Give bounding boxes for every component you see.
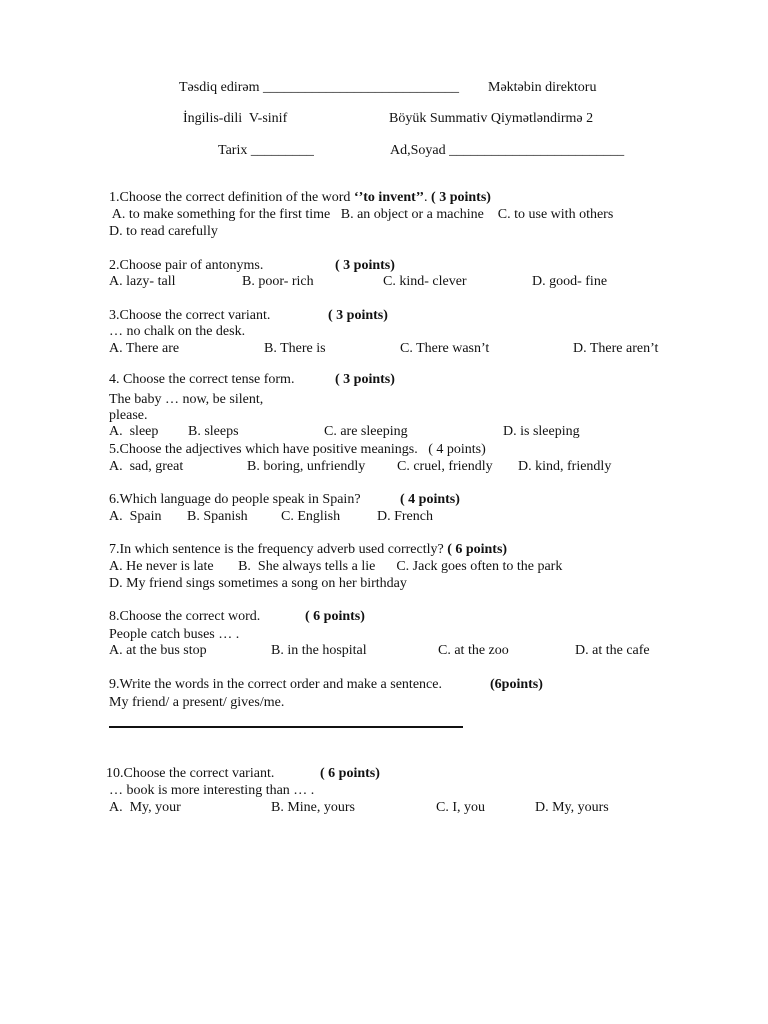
question-4-points: ( 3 points) bbox=[335, 372, 395, 387]
assessment-title: Böyük Summativ Qiymətləndirmə 2 bbox=[389, 111, 594, 126]
question-5-option-c: C. cruel, friendly bbox=[397, 459, 493, 474]
question-4-option-b: B. sleeps bbox=[188, 424, 239, 439]
question-4-option-a: A. sleep bbox=[109, 424, 159, 439]
answer-line[interactable] bbox=[109, 726, 463, 728]
question-6-text: 6.Which language do people speak in Spain? bbox=[109, 492, 361, 507]
question-2-option-c: C. kind- clever bbox=[383, 274, 467, 289]
question-8-option-b: B. in the hospital bbox=[271, 643, 367, 658]
question-3-option-b: B. There is bbox=[264, 341, 326, 356]
date-field: Tarix _________ bbox=[218, 143, 314, 158]
question-7 bbox=[109, 541, 507, 558]
question-10-option-d: D. My, yours bbox=[535, 800, 609, 815]
question-7-points: ( 6 points) bbox=[447, 542, 508, 557]
question-4-text: 4. Choose the correct tense form. bbox=[109, 372, 295, 387]
question-5-text: 5.Choose the adjectives which have positive meanings. ( 4 points) bbox=[109, 442, 486, 457]
question-7-text: 7.In which sentence is the frequency adverb used correctly? bbox=[109, 542, 448, 557]
question-9-text: 9.Write the words in the correct order and make a sentence. bbox=[109, 677, 442, 692]
question-1-text: 1.Choose the correct definition of the word bbox=[109, 190, 354, 205]
question-8-text: 8.Choose the correct word. bbox=[109, 609, 261, 624]
question-10-text: 10.Choose the correct variant. bbox=[106, 766, 275, 781]
question-6-option-a: A. Spain bbox=[109, 509, 162, 524]
question-9-points: (6points) bbox=[490, 677, 543, 692]
question-1-options-line: A. to make something for the first time B. an object or a machine C. to use with others bbox=[109, 207, 614, 222]
question-5-option-b: B. boring, unfriendly bbox=[247, 459, 366, 474]
director-label: Məktəbin direktoru bbox=[488, 80, 597, 95]
question-2-points: ( 3 points) bbox=[335, 258, 395, 273]
subject-label: İngilis-dili V-sinif bbox=[183, 111, 288, 126]
question-8-option-d: D. at the cafe bbox=[575, 643, 650, 658]
question-1-punct: . bbox=[424, 190, 432, 205]
question-8-option-a: A. at the bus stop bbox=[109, 643, 207, 658]
question-1 bbox=[109, 189, 491, 206]
question-8-points: ( 6 points) bbox=[305, 609, 365, 624]
question-2-option-a: A. lazy- tall bbox=[109, 274, 176, 289]
question-5-option-a: A. sad, great bbox=[109, 459, 184, 474]
question-4-option-c: C. are sleeping bbox=[324, 424, 408, 439]
question-3-option-d: D. There aren’t bbox=[573, 341, 659, 356]
question-2-option-b: B. poor- rich bbox=[242, 274, 314, 289]
question-3-option-c: C. There wasn’t bbox=[400, 341, 490, 356]
question-7-option-d: D. My friend sings sometimes a song on her birthday bbox=[109, 576, 407, 591]
question-6-points: ( 4 points) bbox=[400, 492, 460, 507]
question-1-points: ( 3 points) bbox=[431, 190, 491, 205]
question-10-option-c: C. I, you bbox=[436, 800, 485, 815]
question-3-text: 3.Choose the correct variant. bbox=[109, 308, 271, 323]
approval-line: Təsdiq edirəm ____________________________ bbox=[179, 80, 459, 95]
question-3-option-a: A. There are bbox=[109, 341, 180, 356]
question-4-stem: The baby … now, be silent, bbox=[109, 392, 264, 407]
name-field: Ad,Soyad _________________________ bbox=[390, 143, 625, 158]
question-5-option-d: D. kind, friendly bbox=[518, 459, 612, 474]
question-4-stem-cont: please. bbox=[109, 408, 148, 423]
question-2-option-d: D. good- fine bbox=[532, 274, 608, 289]
question-6-option-b: B. Spanish bbox=[187, 509, 248, 524]
question-4-option-d: D. is sleeping bbox=[503, 424, 580, 439]
question-6-option-c: C. English bbox=[281, 509, 341, 524]
question-2-text: 2.Choose pair of antonyms. bbox=[109, 258, 264, 273]
question-3-points: ( 3 points) bbox=[328, 308, 388, 323]
question-10-points: ( 6 points) bbox=[320, 766, 380, 781]
question-6-option-d: D. French bbox=[377, 509, 433, 524]
question-10-option-b: B. Mine, yours bbox=[271, 800, 355, 815]
question-8-stem: People catch buses … . bbox=[109, 627, 240, 642]
question-1-word: ‘’to invent’’ bbox=[353, 190, 425, 205]
question-3-stem: … no chalk on the desk. bbox=[109, 324, 246, 339]
question-10-option-a: A. My, your bbox=[109, 800, 181, 815]
question-1-option-d: D. to read carefully bbox=[109, 224, 218, 239]
question-10-stem: … book is more interesting than … . bbox=[109, 783, 315, 798]
question-8-option-c: C. at the zoo bbox=[438, 643, 509, 658]
question-9-stem: My friend/ a present/ gives/me. bbox=[109, 695, 285, 710]
question-7-options-line: A. He never is late B. She always tells a lie C. Jack goes often to the park bbox=[109, 559, 563, 574]
